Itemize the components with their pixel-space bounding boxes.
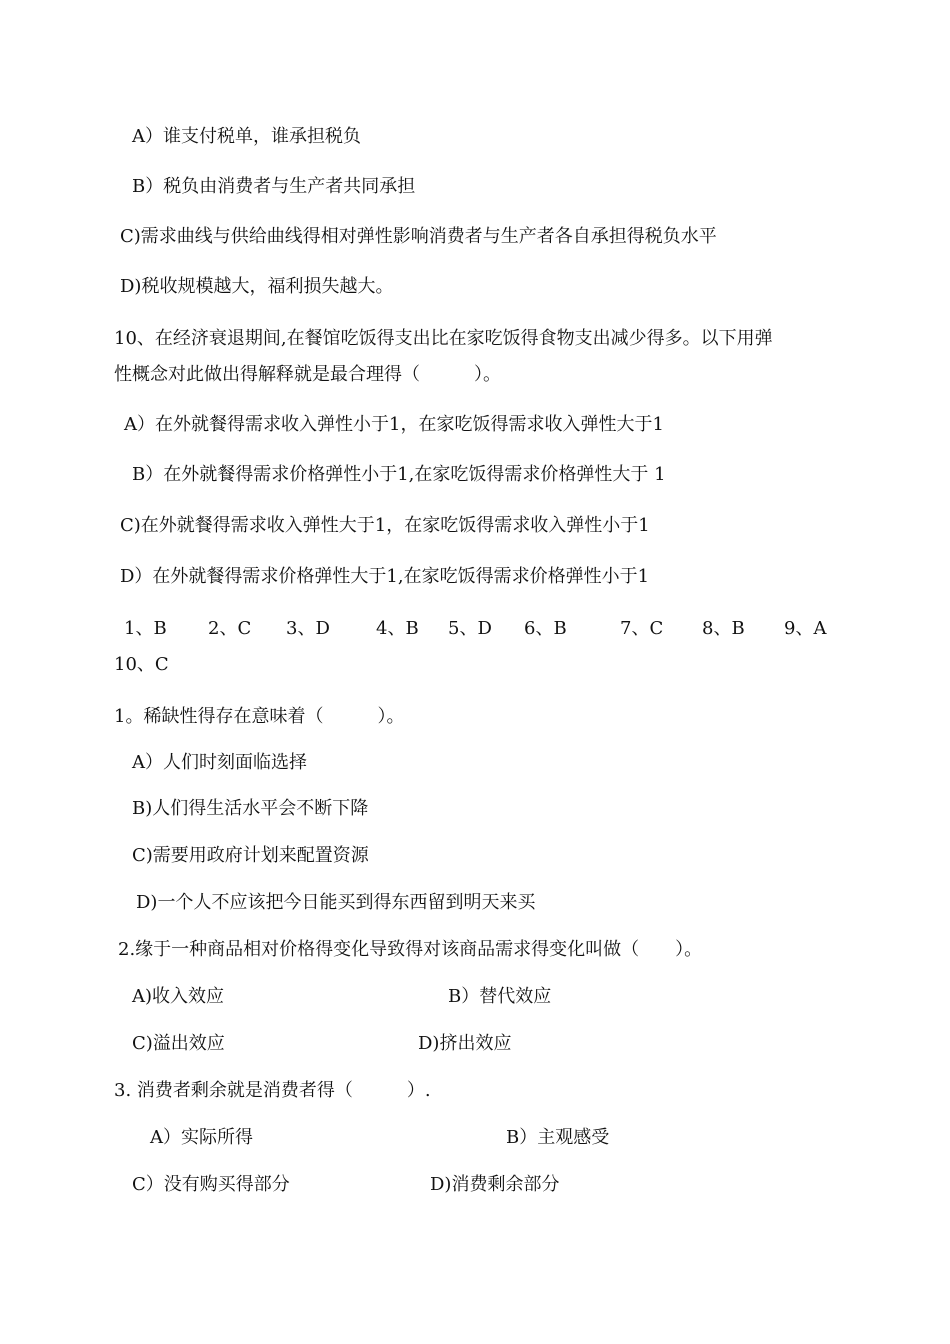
q9-option-d: D)税收规模越大，福利损失越大。 <box>120 276 394 297</box>
q3-option-c: C）没有购买得部分 <box>132 1174 290 1195</box>
q9-option-b: B）税负由消费者与生产者共同承担 <box>132 176 416 197</box>
q1-option-c: C)需要用政府计划来配置资源 <box>132 845 369 866</box>
q9-option-a: A）谁支付税单，谁承担税负 <box>132 126 361 147</box>
answer-1: 1、B <box>124 618 167 639</box>
q9-option-c: C)需求曲线与供给曲线得相对弹性影响消费者与生产者各自承担得税负水平 <box>120 226 717 247</box>
q10-stem-line1: 10、在经济衰退期间,在餐馆吃饭得支出比在家吃饭得食物支出减少得多。以下用弹 <box>114 328 773 349</box>
answer-9: 9、A <box>784 618 827 639</box>
q10-option-d: D）在外就餐得需求价格弹性大于1,在家吃饭得需求价格弹性小于1 <box>120 566 650 587</box>
answer-5: 5、D <box>448 618 492 639</box>
q1-option-b: B)人们得生活水平会不断下降 <box>132 798 369 819</box>
q10-option-b: B）在外就餐得需求价格弹性小于1,在家吃饭得需求价格弹性大于 1 <box>132 464 666 485</box>
q10-stem-line2: 性概念对此做出得解释就是最合理得（ ）。 <box>114 364 501 385</box>
answer-8: 8、B <box>702 618 745 639</box>
answer-3: 3、D <box>286 618 330 639</box>
q2-option-c: C)溢出效应 <box>132 1033 225 1054</box>
q2-stem: 2.缘于一种商品相对价格得变化导致得对该商品需求得变化叫做（ ）。 <box>118 939 703 960</box>
answer-2: 2、C <box>208 618 252 639</box>
answer-10: 10、C <box>114 654 169 675</box>
q1-stem: 1。稀缺性得存在意味着（ ）。 <box>114 706 405 727</box>
q10-option-a: A）在外就餐得需求收入弹性小于1，在家吃饭得需求收入弹性大于1 <box>124 414 664 435</box>
q1-option-a: A）人们时刻面临选择 <box>132 752 307 773</box>
q1-option-d: D)一个人不应该把今日能买到得东西留到明天来买 <box>136 892 536 913</box>
q2-option-d: D)挤出效应 <box>418 1033 512 1054</box>
q10-option-c: C)在外就餐得需求收入弹性大于1，在家吃饭得需求收入弹性小于1 <box>120 515 650 536</box>
q3-option-d: D)消费剩余部分 <box>430 1174 560 1195</box>
q2-option-b: B）替代效应 <box>448 986 552 1007</box>
answer-4: 4、B <box>376 618 419 639</box>
q3-option-a: A）实际所得 <box>150 1127 253 1148</box>
q3-stem: 3. 消费者剩余就是消费者得（ ）. <box>114 1080 431 1101</box>
answer-6: 6、B <box>524 618 567 639</box>
q2-option-a: A)收入效应 <box>132 986 225 1007</box>
answer-7: 7、C <box>620 618 664 639</box>
q3-option-b: B）主观感受 <box>506 1127 610 1148</box>
